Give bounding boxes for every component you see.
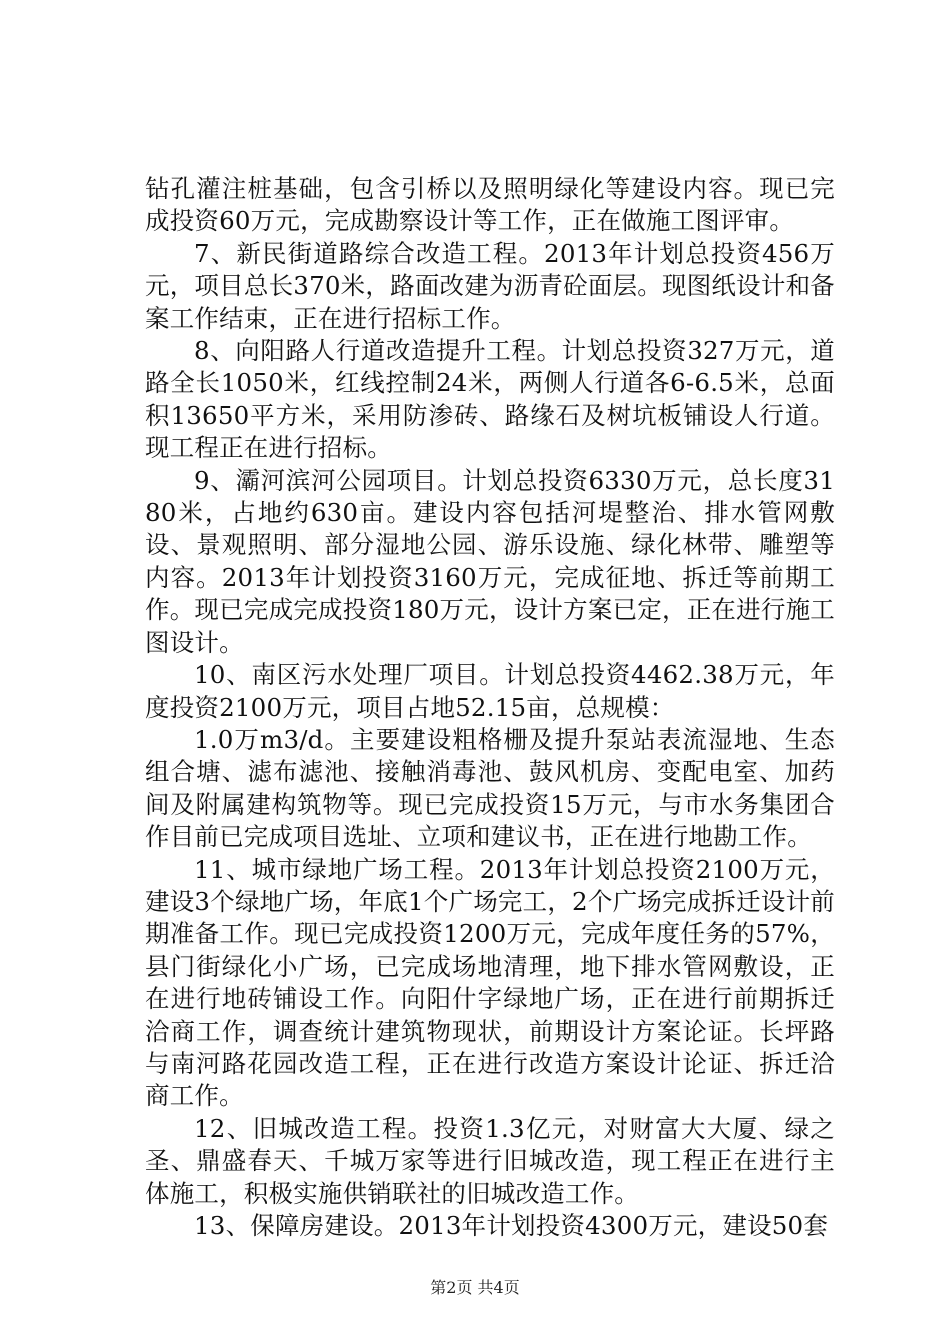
page-footer (0, 1275, 950, 1298)
paragraph-item-9: 9、灞河滨河公园项目。计划总投资6330万元，总长度3180米，占地约630亩。建设内容包括河堤整治、排水管网敷设、景观照明、部分湿地公园、游乐设施、绿化林带、雕塑等内容。2013年计划投资3160万元，完成征地、拆迁等前期工作。现已完成完成投资180万元，设计方案已定，正在进行施工图设计。 (145, 465, 835, 657)
paragraph-continuation: 钻孔灌注桩基础，包含引桥以及照明绿化等建设内容。现已完成投资60万元，完成勘察设计等工作，正在做施工图评审。 (145, 174, 835, 236)
paragraph-item-12: 12、旧城改造工程。投资1.3亿元，对财富大大厦、绿之圣、鼎盛春天、千城万家等进行旧城改造，现工程正在进行主体施工，积极实施供销联社的旧城改造工作。 (145, 1113, 835, 1208)
paragraph-item-10: 10、南区污水处理厂项目。计划总投资4462.38万元，年度投资2100万元，项目占地52.15亩，总规模： (145, 660, 835, 722)
document-body (145, 173, 835, 1242)
paragraph-item-11: 11、城市绿地广场工程。2013年计划总投资2100万元，建设3个绿地广场，年底1个广场完工，2个广场完成拆迁设计前期准备工作。现已完成投资1200万元，完成年度任务的57%，县门街绿化小广场，已完成场地清理，地下排水管网敷设，正在进行地砖铺设工作。向阳什字绿地广场，正在进行前期拆迁洽商工作，调查统计建筑物现状，前期设计方案论证。长坪路与南河路花园改造工程，正在进行改造方案设计论证、拆迁洽商工作。 (145, 854, 835, 1111)
paragraph-item-10-scale: 1.0万m3/d。主要建设粗格栅及提升泵站表流湿地、生态组合塘、滤布滤池、接触消毒池、鼓风机房、变配电室、加药间及附属建构筑物等。现已完成投资15万元，与市水务集团合作目前已完成项目选址、立项和建议书，正在进行地勘工作。 (145, 724, 835, 852)
paragraph-item-13: 13、保障房建设。2013年计划投资4300万元，建设50套 (194, 1211, 829, 1240)
paragraph-item-7: 7、新民街道路综合改造工程。2013年计划总投资456万元，项目总长370米，路面改建为沥青砼面层。现图纸设计和备案工作结束，正在进行招标工作。 (145, 238, 835, 333)
page-number-label: 第2页 共4页 (430, 1278, 520, 1297)
paragraph-item-8: 8、向阳路人行道改造提升工程。计划总投资327万元，道路全长1050米，红线控制24米，两侧人行道各6-6.5米，总面积13650平方米，采用防渗砖、路缘石及树坑板铺设人行道。现工程正在进行招标。 (145, 336, 835, 463)
